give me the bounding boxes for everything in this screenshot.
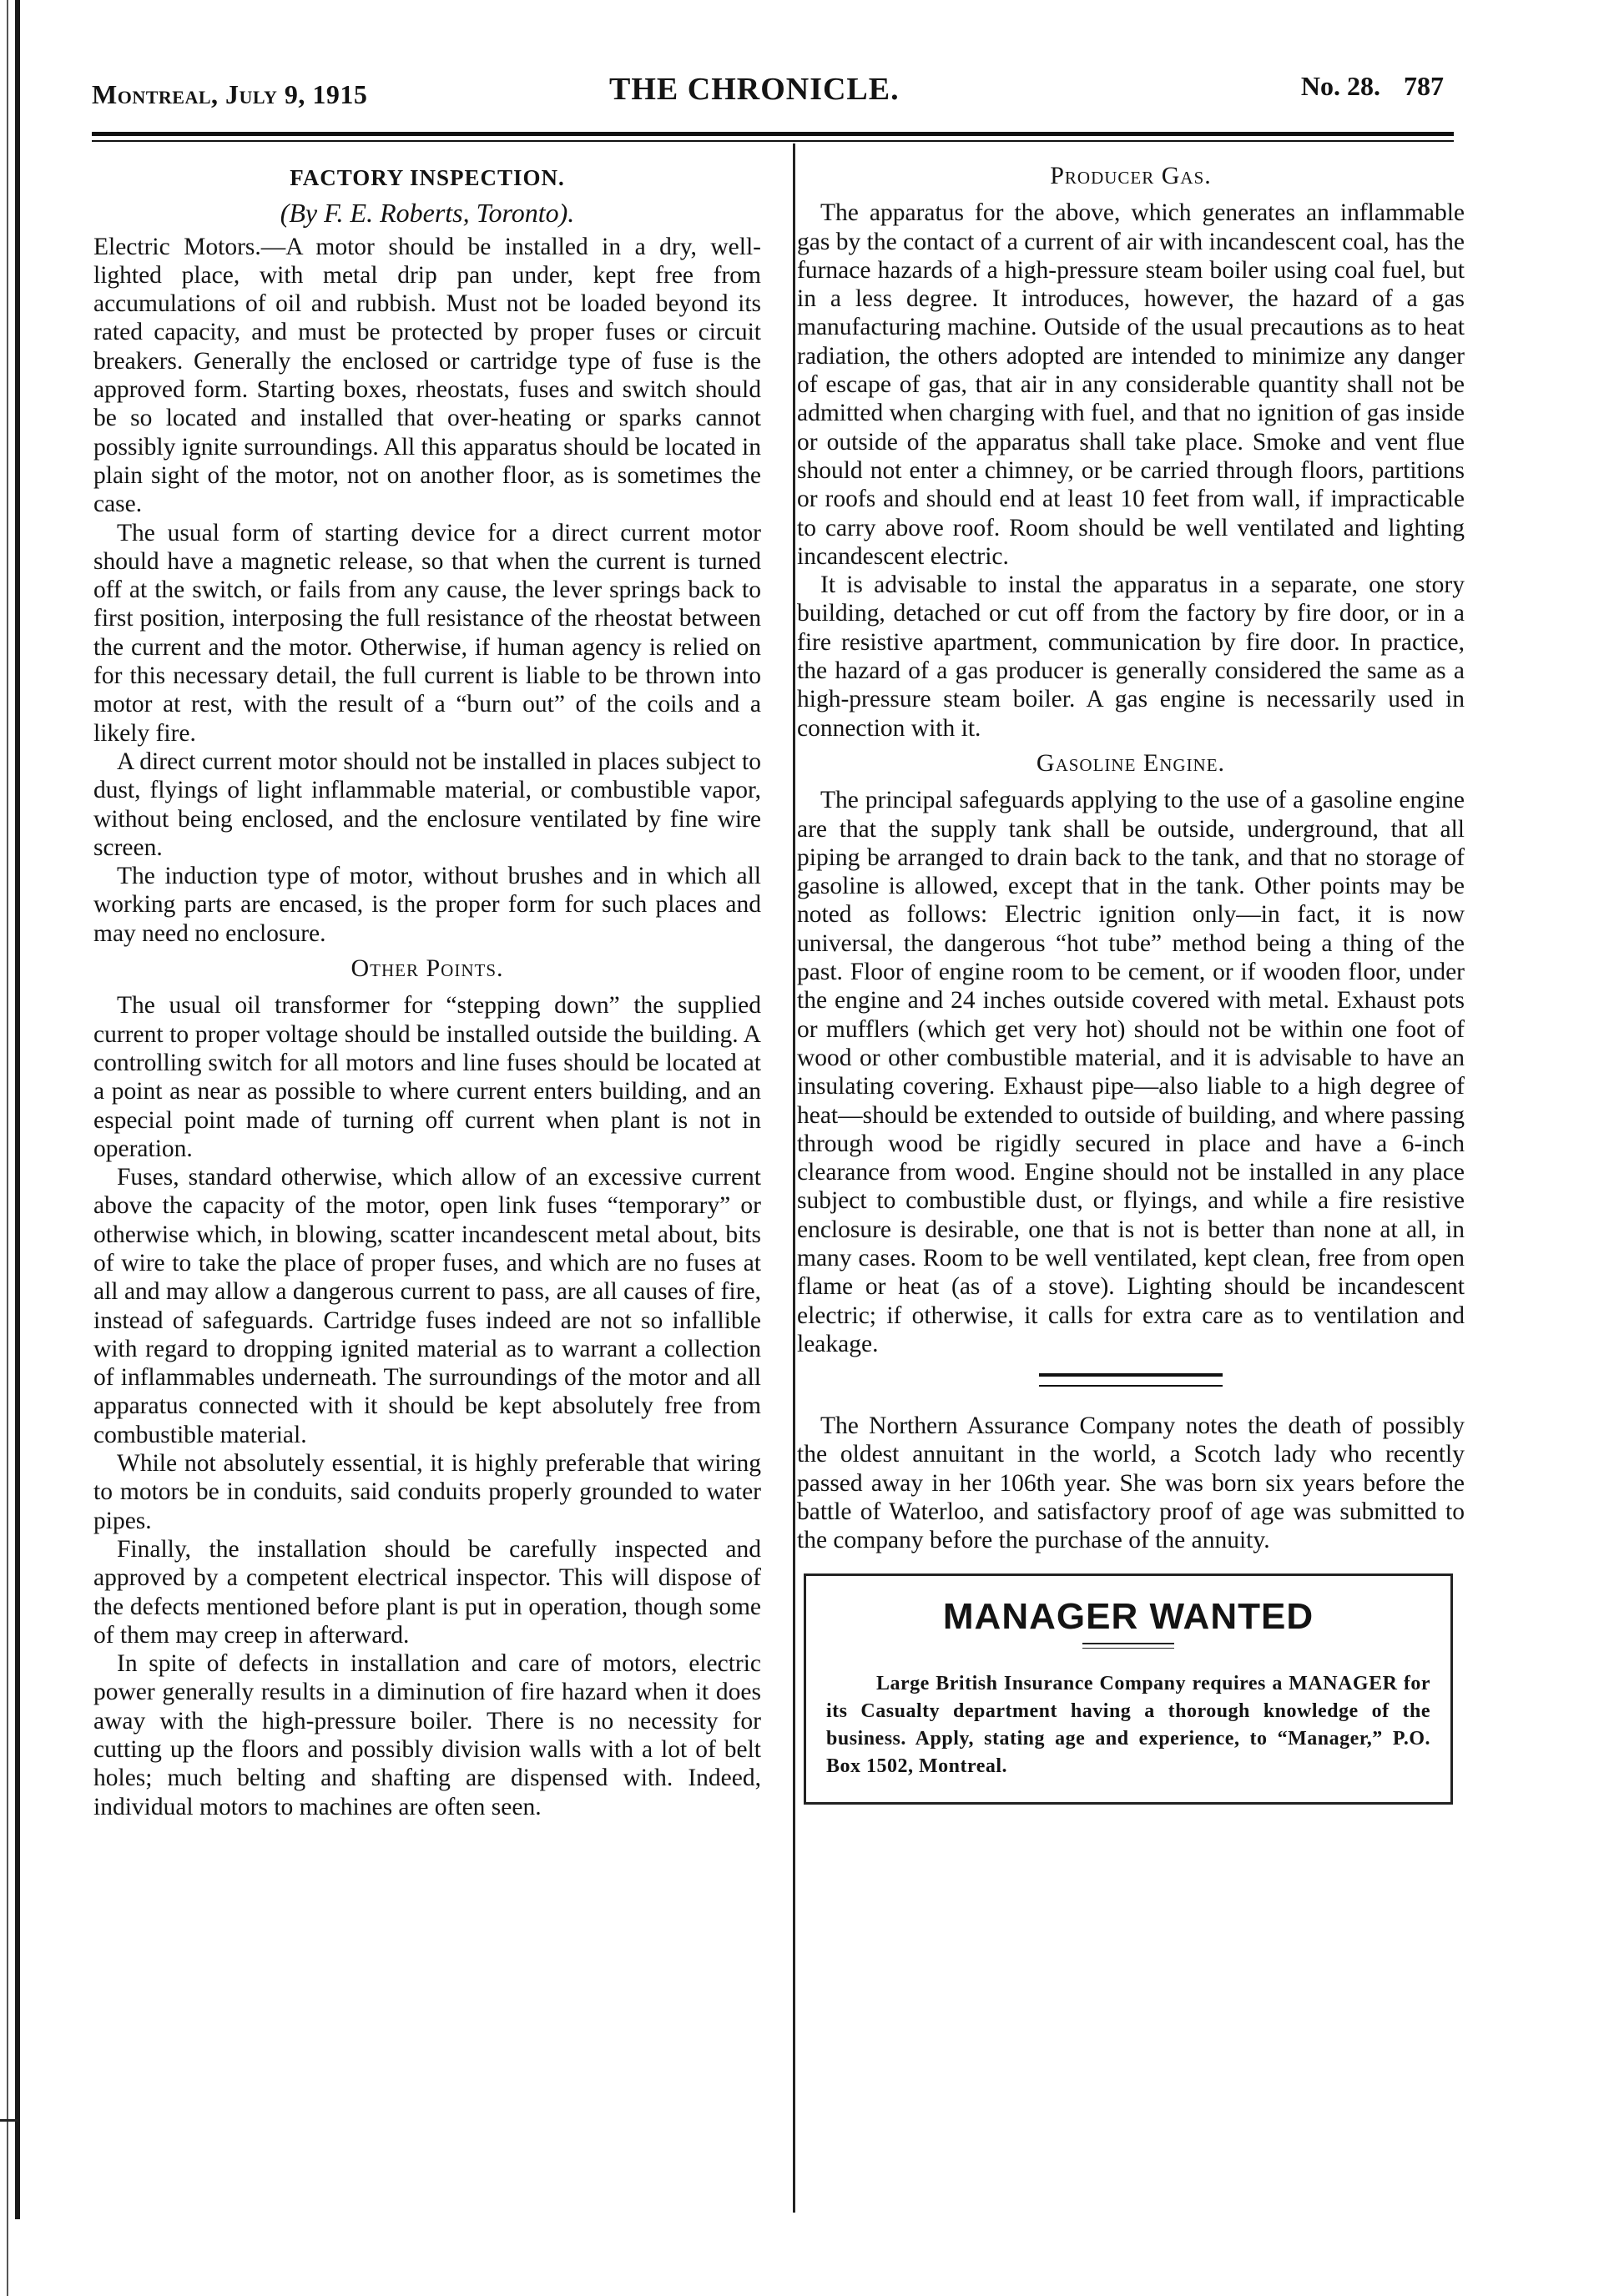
header-rule-thick: [92, 132, 1454, 136]
page-header: [92, 63, 1444, 113]
article-paragraph: The principal safeguards applying to the use of a gasoline engine are that the supply tank shall be outside, underground, that all piping be arranged to drain back to the tank, and that no storage of gasoline is allowed, except that in the tank. Other points may be noted as follows: Electric ignition only—in fact, it is now universal, the dangerous “hot tube” method being a thing of the past. Floor of engine room to be cement, or if wooden floor, under the engine and 24 inches outside covered with metal. Exhaust pots or mufflers (which get very hot) should not be within one foot of wood or other combustible material, and it is advisable to have an insulating covering. Exhaust pipe—also liable to a high degree of heat—should be extended to outside of building, and where passing through wood be rigidly secured in place and have a 6-inch clearance from wood. Engine should not be installed in any place subject to combustible dust, or flyings, and while a fire resistive enclosure is desirable, one that is not is better than none at all, in many cases. Room to be well ventilated, kept clean, free from open flame or heat (as of a stove). Lighting should be incandescent electric; if otherwise, it calls for extra care as to ventilation and leakage.: [797, 787, 1465, 1357]
issue-number: No. 28.: [1300, 71, 1380, 101]
left-column: [93, 155, 761, 1821]
article-byline: (By F. E. Roberts, Toronto).: [280, 198, 575, 229]
ad-rule: [1082, 1643, 1174, 1649]
section-heading-gasoline-engine: Gasoline Engine.: [1036, 748, 1226, 777]
header-issue: [1301, 71, 1444, 102]
column-divider: [793, 144, 795, 2213]
section-heading-producer-gas: Producer Gas.: [1050, 162, 1212, 189]
article-paragraph: The induction type of motor, without brushes and in which all working parts are encased, is the proper form for such places and may need no enclosure.: [93, 863, 761, 947]
ad-title: MANAGER WANTED: [942, 1595, 1314, 1637]
header-rule-thin: [92, 140, 1454, 142]
article-paragraph: Electric Motors.—A motor should be installed in a dry, well-lighted place, with metal drip pan under, kept free from accumulations of oil and rubbish. Must not be loaded beyond its rated capacity, and must be protected by proper fuses or circuit breakers. Generally the enclosed or cartridge type of fuse is the approved form. Starting boxes, rheostats, fuses and switch should be so located and installed that over-heating or sparks cannot possibly ignite surroundings. All this apparatus should be located in plain sight of the motor, not on another floor, as is sometimes the case.: [93, 233, 761, 518]
article-paragraph: The usual form of starting device for a direct current motor should have a magnetic release, so that when the current is turned off at the switch, or fails from any cause, the lever springs back to first position, interposing the full resistance of the rheostat between the current and the motor. Otherwise, if human agency is relied on for this necessary detail, the full current is liable to be thrown into motor at rest, with the result of a “burn out” of the coils and a likely fire.: [93, 519, 761, 747]
article-paragraph: It is advisable to instal the apparatus in a separate, one story building, detached or cut off from the factory by fire door, or in a fire resistive apartment, communication by fire door. In practice, the hazard of a gas producer is generally considered the same as a high-pressure steam boiler. A gas engine is necessarily used in connection with it.: [797, 571, 1465, 742]
article-paragraph: The apparatus for the above, which generates an inflammable gas by the contact of a current of air with incandescent coal, has the furnace hazards of a high-pressure steam boiler using coal fuel, but in a less degree. It introduces, however, the hazard of a gas manufacturing machine. Outside of the usual precautions as to heat radiation, the others adopted are intended to minimize any danger of escape of gas, that air in any considerable quantity shall not be admitted when charging with fuel, and that no ignition of gas inside or outside of the apparatus shall take place. Smoke and vent flue should not enter a chimney, or be carried through floors, partitions or roofs and should end at least 10 feet from wall, if impracticable to carry above roof. Room should be well ventilated and lighting incandescent electric.: [797, 199, 1465, 570]
edge-tick: [0, 2119, 18, 2122]
advertisement-box: [804, 1573, 1453, 1805]
notice-paragraph: The Northern Assurance Company notes the death of possibly the oldest annuitant in the world, a Scotch lady who recently passed away in her 106th year. She was born six years before the battle of Waterloo, and satisfactory proof of age was submitted to the company before the purchase of the annuity.: [797, 1412, 1465, 1554]
section-separator: [1039, 1373, 1223, 1387]
ad-body: Large British Insurance Company requires a MANAGER for its Casualty department having a thorough knowledge of the business. Apply, stating age and experience, to “Manager,” P.O. Box 1502, Montreal.: [826, 1672, 1430, 1777]
page-number: 787: [1404, 71, 1444, 101]
header-masthead: THE CHRONICLE.: [609, 72, 900, 107]
article-paragraph: Fuses, standard otherwise, which allow of an excessive current above the capacity of the motor, open link fuses “temporary” or otherwise which, in blowing, scatter incandescent metal about, bits of wire to take the place of proper fuses, and which are no fuses at all and may allow a dangerous current to pass, are all causes of fire, instead of safeguards. Cartridge fuses indeed are not so infallible with regard to dropping ignited material as to warrant a collection of inflammables underneath. The surroundings of the motor and all apparatus connected with it should be kept absolutely free from combustible material.: [93, 1164, 761, 1448]
article-paragraph: In spite of defects in installation and care of motors, electric power generally results in a diminution of fire hazard when it does away with the high-pressure boiler. There is no necessity for cutting up the floors and possibly division walls with a lot of belt holes; much belting and shafting are dispensed with. Indeed, individual motors to machines are often seen.: [93, 1650, 761, 1820]
page-edge-thin: [7, 0, 8, 2296]
right-column: [797, 155, 1465, 1805]
article-paragraph: Finally, the installation should be carefully inspected and approved by a competent electrical inspector. This will dispose of the defects mentioned before plant is put in operation, though some of them may creep in afterward.: [93, 1535, 761, 1649]
article-title: FACTORY INSPECTION.: [290, 165, 565, 190]
article-paragraph: A direct current motor should not be installed in places subject to dust, flyings of light inflammable material, or combustible vapor, without being enclosed, and the enclosure ventilated by fine wire screen.: [93, 748, 761, 861]
page-edge-binding: [15, 0, 20, 2219]
header-dateline: Montreal, July 9, 1915: [92, 79, 368, 109]
article-paragraph: The usual oil transformer for “stepping down” the supplied current to proper voltage should be installed outside the building. A controlling switch for all motors and line fuses should be located at a point as near as possible to where current enters building, and an especial point made of turning off current when plant is not in operation.: [93, 992, 761, 1162]
article-paragraph: While not absolutely essential, it is highly preferable that wiring to motors be in conduits, said conduits properly grounded to water pipes.: [93, 1450, 761, 1534]
section-heading-other-points: Other Points.: [351, 954, 504, 983]
